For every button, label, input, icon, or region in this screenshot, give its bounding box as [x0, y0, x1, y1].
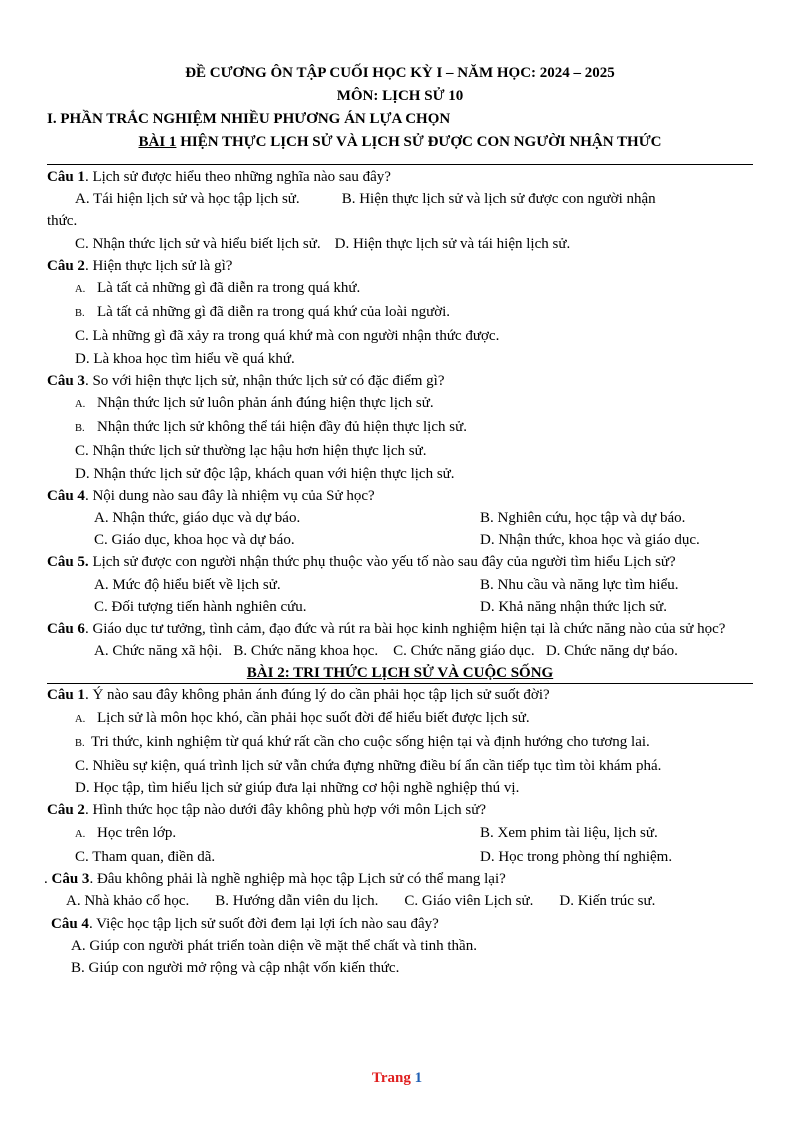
- question-1-3: Câu 3. So với hiện thực lịch sử, nhận thức lịch sử có đặc điểm gì?: [47, 372, 445, 389]
- page-footer: [0, 1067, 794, 1089]
- question-1-1-options-ab: A. Tái hiện lịch sử và học tập lịch sử. B. Hiện thực lịch sử và lịch sử được con người nhận: [75, 191, 656, 208]
- question-1-5-options-ab: A. Mức độ hiểu biết về lịch sử. B. Nhu cầu và năng lực tìm hiểu.: [94, 576, 679, 593]
- question-1-1-option-b-cont: thức.: [47, 213, 78, 230]
- question-1-3-option-c: C. Nhận thức lịch sử thường lạc hậu hơn hiện thực lịch sử.: [75, 443, 427, 460]
- question-1-2-option-d: D. Là khoa học tìm hiểu về quá khứ.: [75, 350, 295, 367]
- question-1-6-options: A. Chức năng xã hội. B. Chức năng khoa học. C. Chức năng giáo dục. D. Chức năng dự báo.: [94, 643, 678, 660]
- question-2-2-options-ab: A. Học trên lớp. B. Xem phim tài liệu, lịch sử.: [75, 824, 658, 841]
- question-2-1-option-d: D. Học tập, tìm hiểu lịch sử giúp đưa lại những cơ hội nghề nghiệp thú vị.: [75, 780, 520, 797]
- question-1-4: Câu 4. Nội dung nào sau đây là nhiệm vụ của Sử học?: [47, 487, 375, 504]
- document-title: ĐỀ CƯƠNG ÔN TẬP CUỐI HỌC KỲ I – NĂM HỌC: 2024 – 2025: [185, 65, 615, 81]
- question-1-2: Câu 2. Hiện thực lịch sử là gì?: [47, 257, 233, 274]
- question-2-1-option-c: C. Nhiều sự kiện, quá trình lịch sử vẫn chứa đựng những điều bí ẩn cần tiếp tục tìm tòi khám phá.: [75, 758, 662, 775]
- question-2-2: Câu 2. Hình thức học tập nào dưới đây không phù hợp với môn Lịch sử?: [47, 802, 486, 819]
- question-2-4-option-b: B. Giúp con người mở rộng và cập nhật vốn kiến thức.: [71, 959, 400, 976]
- page-number: 1: [414, 1070, 423, 1086]
- document-page: [44, 62, 753, 979]
- lesson-1-heading: [47, 131, 753, 154]
- question-1-3-option-a: A. Nhận thức lịch sử luôn phản ánh đúng hiện thực lịch sử.: [75, 395, 434, 412]
- question-1-4-options-cd: C. Giáo dục, khoa học và dự báo. D. Nhận thức, khoa học và giáo dục.: [94, 532, 700, 549]
- question-1-2-option-b: B. Là tất cả những gì đã diễn ra trong quá khứ của loài người.: [75, 304, 451, 321]
- lesson-1-label: BÀI 1: [138, 134, 177, 150]
- subject-title: MÔN: LỊCH SỬ 10: [336, 88, 464, 104]
- question-1-4-options-ab: A. Nhận thức, giáo dục và dự báo. B. Nghiên cứu, học tập và dự báo.: [94, 510, 686, 527]
- question-1-2-option-a: A. Là tất cả những gì đã diễn ra trong quá khứ.: [75, 280, 361, 297]
- question-2-3: . Câu 3. Đâu không phải là nghề nghiệp mà học tập Lịch sử có thể mang lại?: [44, 871, 506, 888]
- question-2-1-option-b: B. Tri thức, kinh nghiệm từ quá khứ rất cần cho cuộc sống hiện tại và định hướng cho tương lai.: [75, 733, 650, 750]
- question-1-6: Câu 6. Giáo dục tư tưởng, tình cảm, đạo đức và rút ra bài học kinh nghiệm hiện tại là chức năng nào của sử học?: [47, 621, 726, 638]
- question-2-4: Câu 4. Việc học tập lịch sử suốt đời đem lại lợi ích nào sau đây?: [51, 915, 439, 932]
- question-1-5: Câu 5. Lịch sử được con người nhận thức phụ thuộc vào yếu tố nào sau đây của người tìm hiểu Lịch sử?: [47, 554, 676, 571]
- divider: [47, 164, 753, 165]
- question-1-1-options-cd: C. Nhận thức lịch sử và hiểu biết lịch sử. D. Hiện thực lịch sử và tái hiện lịch sử.: [75, 235, 571, 252]
- question-2-3-options: A. Nhà khảo cổ học. B. Hướng dẫn viên du lịch. C. Giáo viên Lịch sử. D. Kiến trúc sư.: [66, 893, 656, 910]
- question-2-1-option-a: A. Lịch sử là môn học khó, cần phải học suốt đời để hiểu biết được lịch sử.: [75, 709, 530, 726]
- question-1-2-option-c: C. Là những gì đã xảy ra trong quá khứ mà con người nhận thức được.: [75, 328, 500, 345]
- question-1-5-options-cd: C. Đối tượng tiến hành nghiên cứu. D. Khả năng nhận thức lịch sử.: [94, 598, 668, 615]
- lesson-1-title: HIỆN THỰC LỊCH SỬ VÀ LỊCH SỬ ĐƯỢC CON NGƯỜI NHẬN THỨC: [176, 134, 662, 150]
- question-1-3-option-b: B. Nhận thức lịch sử không thể tái hiện đầy đủ hiện thực lịch sử.: [75, 419, 467, 436]
- question-2-4-option-a: A. Giúp con người phát triển toàn diện về mặt thể chất và tinh thần.: [71, 937, 477, 954]
- question-2-2-options-cd: C. Tham quan, điền dã. D. Học trong phòng thí nghiệm.: [75, 848, 673, 865]
- question-1-3-option-d: D. Nhận thức lịch sử độc lập, khách quan với hiện thực lịch sử.: [75, 465, 455, 482]
- page-label: Trang: [371, 1070, 411, 1086]
- question-2-1: Câu 1. Ý nào sau đây không phản ánh đúng lý do cần phải học tập lịch sử suốt đời?: [47, 687, 550, 704]
- lesson-2-heading: BÀI 2: TRI THỨC LỊCH SỬ VÀ CUỘC SỐNG: [246, 665, 554, 682]
- question-1-1: Câu 1. Lịch sử được hiểu theo những nghĩa nào sau đây?: [47, 169, 391, 185]
- section-heading: I. PHẦN TRẮC NGHIỆM NHIỀU PHƯƠNG ÁN LỰA CHỌN: [47, 111, 451, 127]
